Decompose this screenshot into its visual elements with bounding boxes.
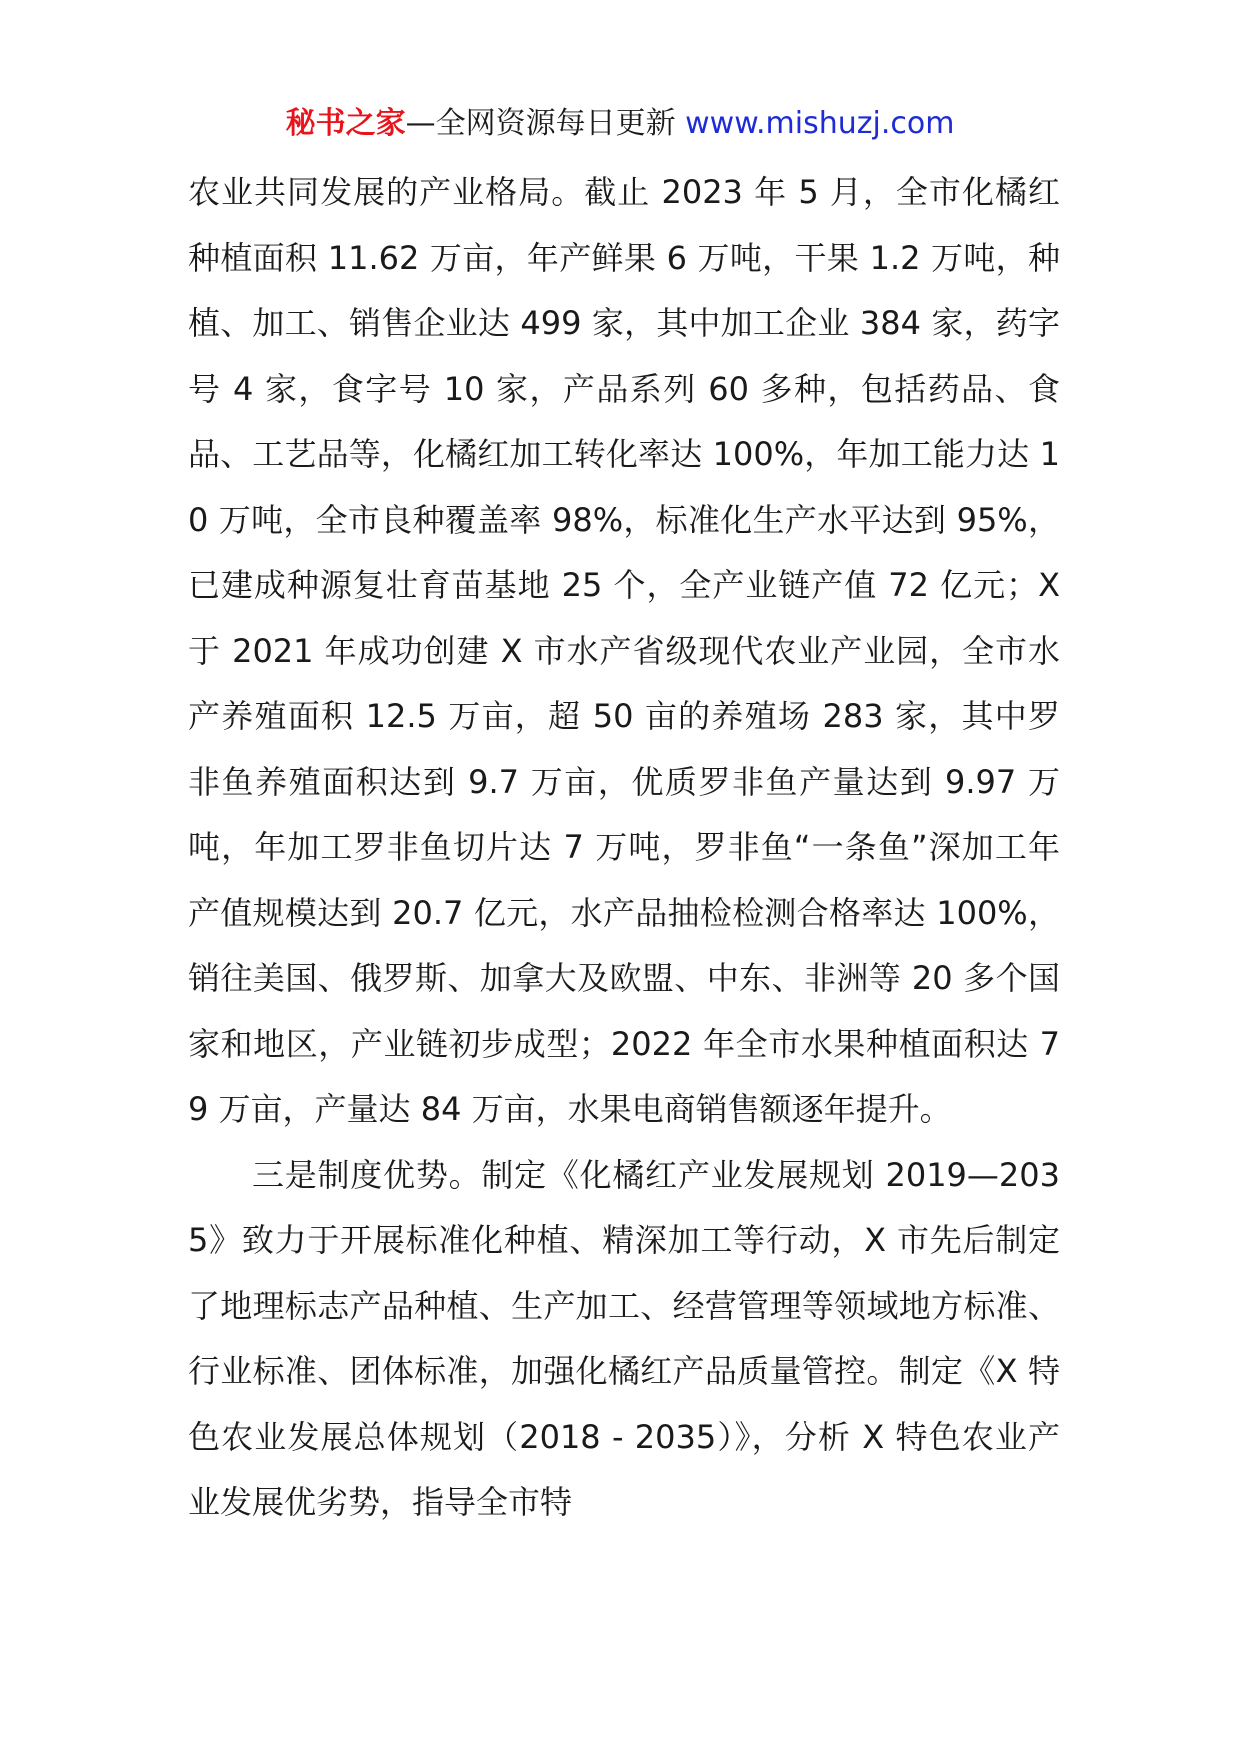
- document-body: [188, 160, 1060, 1536]
- header-tagline: —全网资源每日更新: [405, 106, 686, 141]
- page-header: [0, 104, 1240, 144]
- brand-name: 秘书之家: [285, 106, 406, 141]
- paragraph-institutional-advantage: 三是制度优势。制定《化橘红产业发展规划 2019—2035》致力于开展标准化种植、精深加工等行动，X 市先后制定了地理标志产品种植、生产加工、经营管理等领域地方标准、行业标准、团体标准，加强化橘红产品质量管控。制定《X 特色农业发展总体规划（2018 - 2035）》，分析 X 特色农业产业发展优劣势，指导全市特: [188, 1155, 1060, 1521]
- website-link[interactable]: www.mishuzj.com: [685, 106, 955, 141]
- paragraph-continued: 农业共同发展的产业格局。截止 2023 年 5 月，全市化橘红种植面积 11.62 万亩，年产鲜果 6 万吨，干果 1.2 万吨，种植、加工、销售企业达 499 家，其中加工企业 384 家，药字号 4 家，食字号 10 家，产品系列 60 多种，包括药品、食品、工艺品等，化橘红加工转化率达 100%，年加工能力达 10 万吨，全市良种覆盖率 98%，标准化生产水平达到 95%，已建成种源复壮育苗基地 25 个，全产业链产值 72 亿元；X 于 2021 年成功创建 X 市水产省级现代农业产业园，全市水产养殖面积 12.5 万亩，超 50 亩的养殖场 283 家，其中罗非鱼养殖面积达到 9.7 万亩，优质罗非鱼产量达到 9.97 万吨，年加工罗非鱼切片达 7 万吨，罗非鱼“一条鱼”深加工年产值规模达到 20.7 亿元，水产品抽检检测合格率达 100%，销往美国、俄罗斯、加拿大及欧盟、中东、非洲等 20 多个国家和地区，产业链初步成型；2022 年全市水果种植面积达 79 万亩，产量达 84 万亩，水果电商销售额逐年提升。: [188, 173, 1060, 1128]
